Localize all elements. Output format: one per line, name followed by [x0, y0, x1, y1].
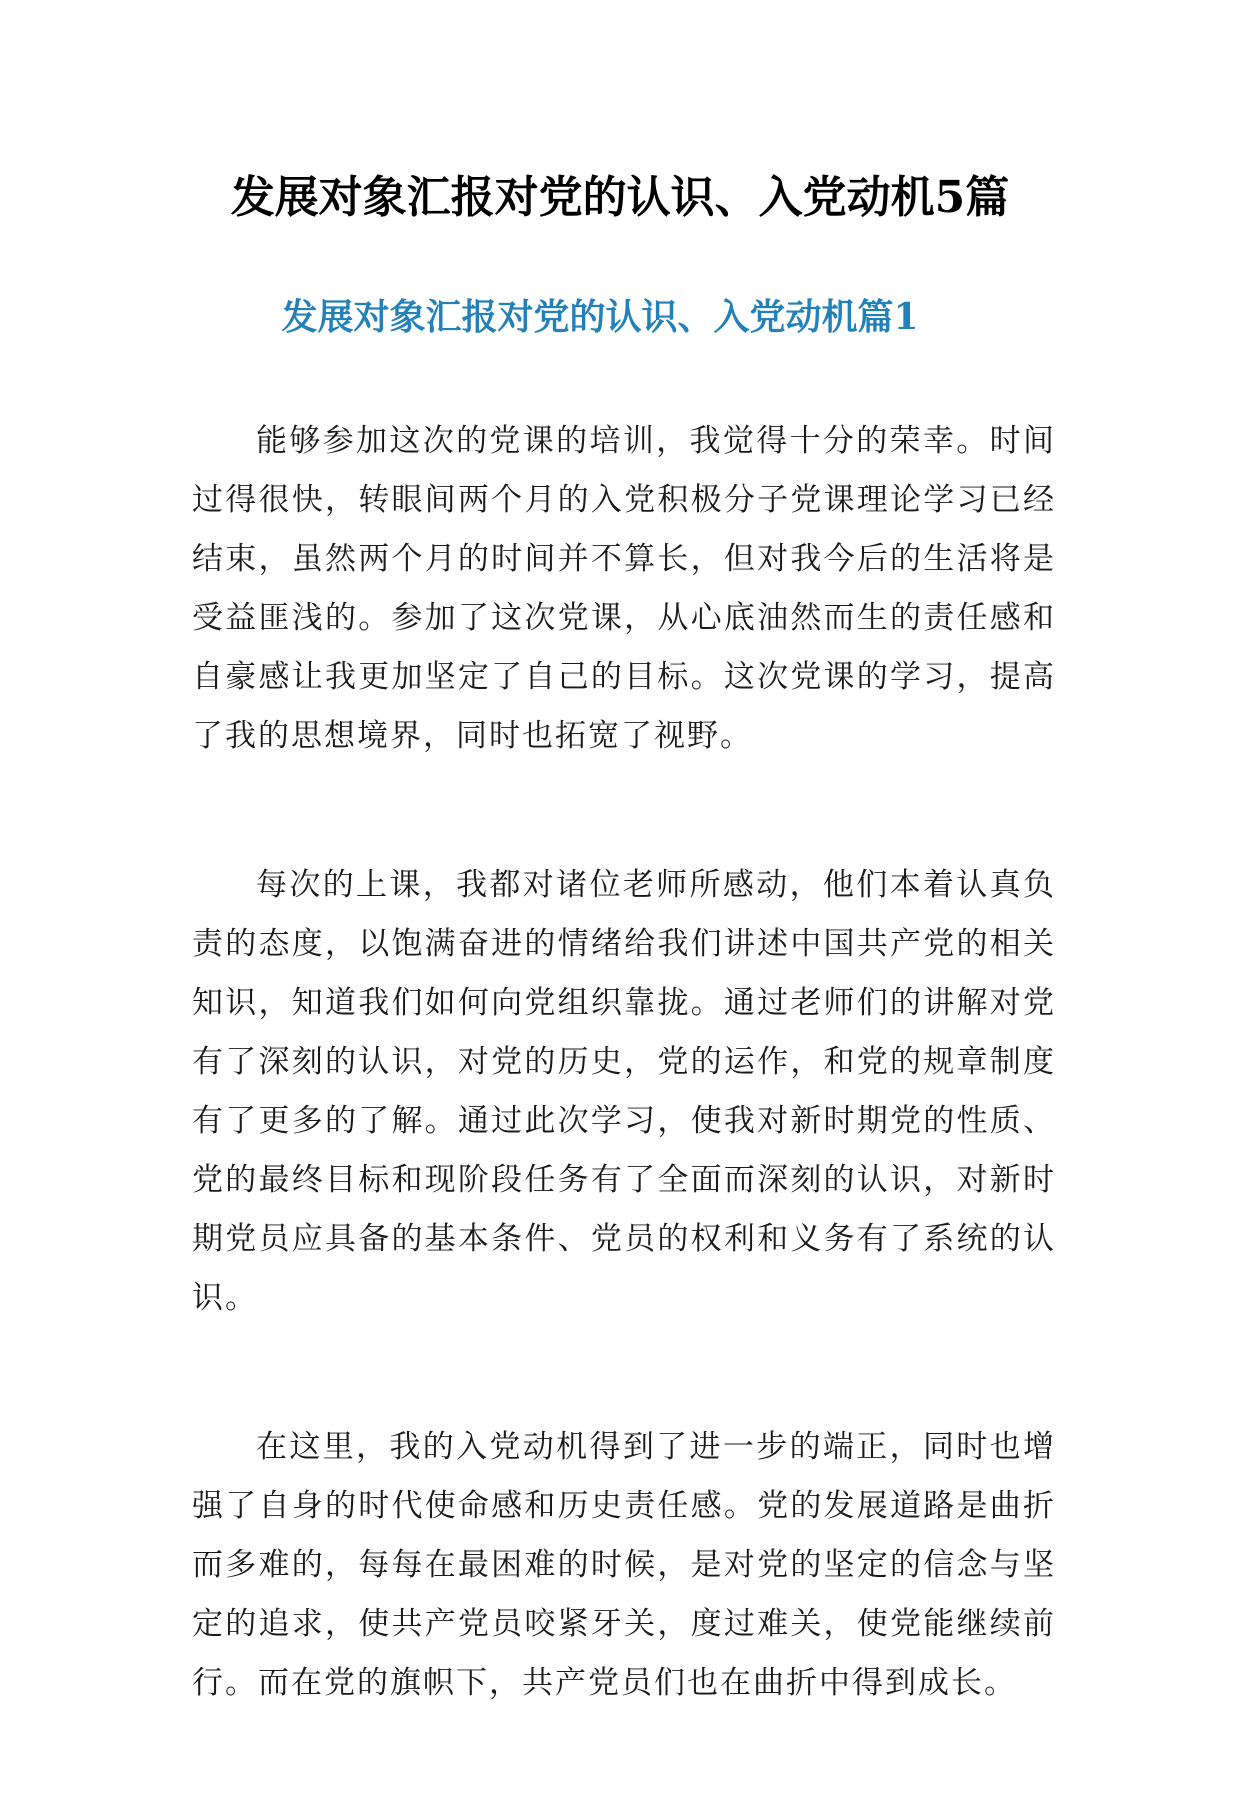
body-paragraph: 在这里，我的入党动机得到了进一步的端正，同时也增强了自身的时代使命感和历史责任感。党的发展道路是曲折而多难的，每每在最困难的时候，是对党的坚定的信念与坚定的追求，使共产党员咬紧牙关，度过难关，使党能继续前行。而在党的旗帜下，共产党员们也在曲折中得到成长。 [192, 1429, 1056, 1701]
document-title: 发展对象汇报对党的认识、入党动机5篇 [230, 172, 1010, 223]
section-body [192, 412, 1056, 1803]
body-paragraph: 能够参加这次的党课的培训，我觉得十分的荣幸。时间过得很快，转眼间两个月的入党积极分子党课理论学习已经结束，虽然两个月的时间并不算长，但对我今后的生活将是受益匪浅的。参加了这次党课，从心底油然而生的责任感和自豪感让我更加坚定了自己的目标。这次党课的学习，提高了我的思想境界，同时也拓宽了视野。 [192, 423, 1056, 754]
body-paragraph: 每次的上课，我都对诸位老师所感动，他们本着认真负责的态度，以饱满奋进的情绪给我们讲述中国共产党的相关知识，知道我们如何向党组织靠拢。通过老师们的讲解对党有了深刻的认识，对党的历史，党的运作，和党的规章制度有了更多的了解。通过此次学习，使我对新时期党的性质、党的最终目标和现阶段任务有了全面而深刻的认识，对新时期党员应具备的基本条件、党员的权利和义务有了系统的认识。 [192, 867, 1056, 1316]
section-title: 发展对象汇报对党的认识、入党动机篇1 [281, 296, 919, 338]
